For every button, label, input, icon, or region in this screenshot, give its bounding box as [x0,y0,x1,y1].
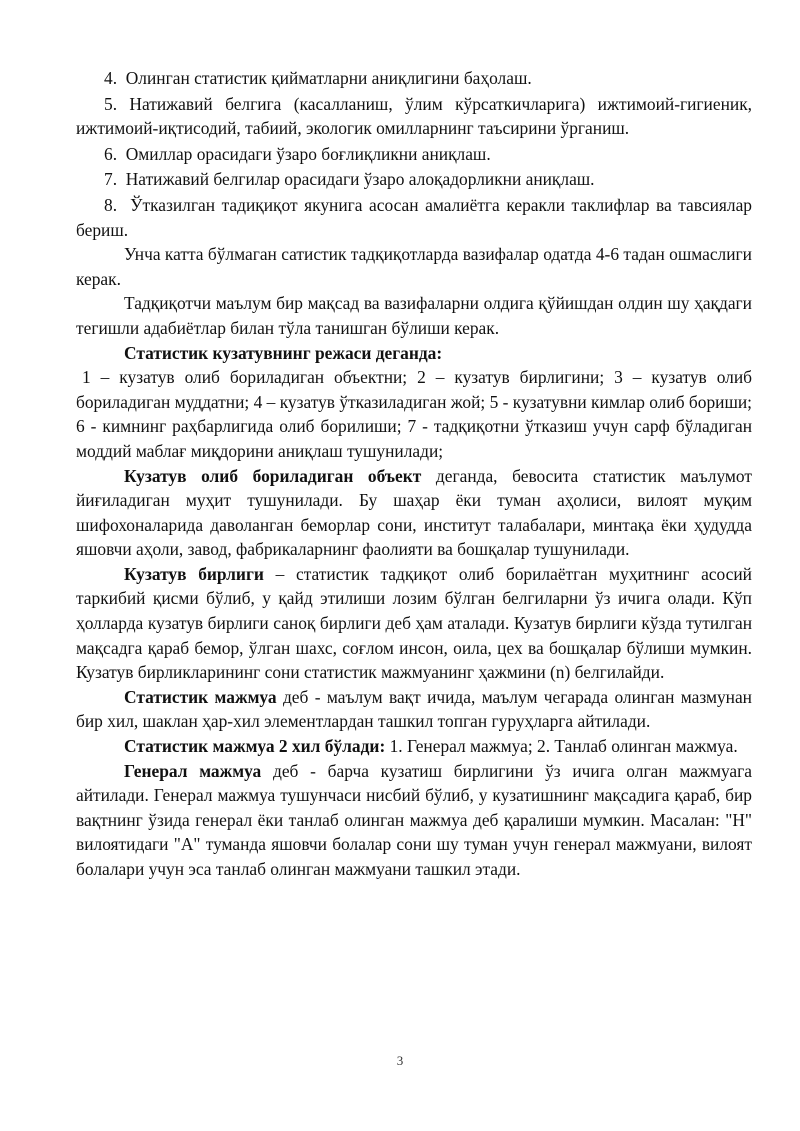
types-paragraph [76,734,752,759]
unit-definition: – статистик тадқиқот олиб борилаётган муҳитнинг асосий таркибий қисми бўлиб, у қайд этилиши лозим бўлган белгиларни ўз ичига олади. Кўп ҳолларда кузатув бирлиги саноқ бирлиги деб ҳам аталади. Кузатув бирлиги кўзда тутилган мақсадга қараб бемор, ўлган шахс, соғлом инсон, оила, цех ва бошқалар бўлиши мумкин. Кузатув бирликларининг сони статистик мажмуанинг ҳажмини (n) белгилайди. [76,563,752,683]
literature-paragraph: Тадқиқотчи маълум бир мақсад ва вазифаларни олдига қўйишдан олдин шу ҳақдаги тегишли адабиётлар билан тўла танишган бўлиши керак. [76,293,752,338]
general-term: Генерал мажмуа [124,760,262,781]
general-paragraph [76,759,752,882]
object-term: Кузатув олиб бориладиган объект [124,465,422,486]
types-term: Статистик мажмуа 2 хил бўлади: [124,736,386,757]
aggregate-term: Статистик мажмуа [124,686,277,707]
list-item-4: 4. Олинган статистик қийматларни аниқлигини баҳолаш. [104,68,532,88]
list-item-7: 7. Натижавий белгилар орасидаги ўзаро алоқадорликни аниқлаш. [104,169,595,190]
page-content [76,66,752,882]
list-item-8: 8. Ўтказилган тадиқиқот якунига асосан амалиётга керакли таклифлар ва тавсиялар бериш. [76,194,752,240]
tasks-count-paragraph: Унча катта бўлмаган сатистик тадқиқотларда вазифалар одатда 4-6 тадан ошмаслиги керак. [76,244,752,289]
page-number: 3 [396,1053,404,1068]
aggregate-definition: деб - маълум вақт ичида, маълум чегарада олинган мазмунан бир хил, шаклан ҳар-хил элементлардан ташкил топган гуруҳларга айтилади. [76,686,752,732]
list-item-5: 5. Натижавий белгига (касалланиш, ўлим кўрсаткичларига) ижтимоий-гигиеник, ижтимоий-иқтисодий, табиий, экологик омилларнинг таъсирини ўрганиш. [76,93,752,139]
object-definition: деганда, бевосита статистик маълумот йиғиладиган муҳит тушунилади. Бу шаҳар ёки туман аҳолиси, вилоят муқим шифохоналарида даволанган беморлар сони, институт талабалари, минтақа ёки ҳудудда яшовчи аҳоли, завод, фабрикаларнинг фаолияти ва бошқалар тушунилади. [76,465,752,560]
plan-heading [76,341,752,366]
list-item-6: 6. Омиллар орасидаги ўзаро боғлиқликни аниқлаш. [104,143,491,164]
unit-term: Кузатув бирлиги [124,563,264,584]
types-list: 1. Генерал мажмуа; 2. Танлаб олинган мажмуа. [385,736,738,757]
plan-heading-text: Статистик кузатувнинг режаси деганда: [124,342,443,363]
object-paragraph [76,464,752,562]
general-definition: деб - барча кузатиш бирлигини ўз ичига олган мажмуага айтилади. Генерал мажмуа тушунчаси нисбий бўлиб, у кузатишнинг мақсадига қараб, бир вақтнинг ўзида генерал ёки танлаб олинган мажмуа деб қаралиши мумкин. Масалан: "Н" вилоятидаги "А" туманда яшовчи болалар сони шу туман учун генерал мажмуани, вилоят болалари учун эса танлаб олинган мажмуани ташкил этади. [76,760,752,879]
unit-paragraph [76,562,752,685]
aggregate-paragraph [76,685,752,734]
plan-paragraph: 1 – кузатув олиб бориладиган объектни; 2 – кузатув бирлигини; 3 – кузатув олиб бориладиган муддатни; 4 – кузатув ўтказиладиган жой; 5 - кузатувни кимлар олиб бориши; 6 - кимнинг раҳбарлигида олиб борилиши; 7 - тадқиқотни ўтказиш учун сарф бўладиган моддий маблағ миқдорини аниқлаш тушунилади; [76,367,752,461]
